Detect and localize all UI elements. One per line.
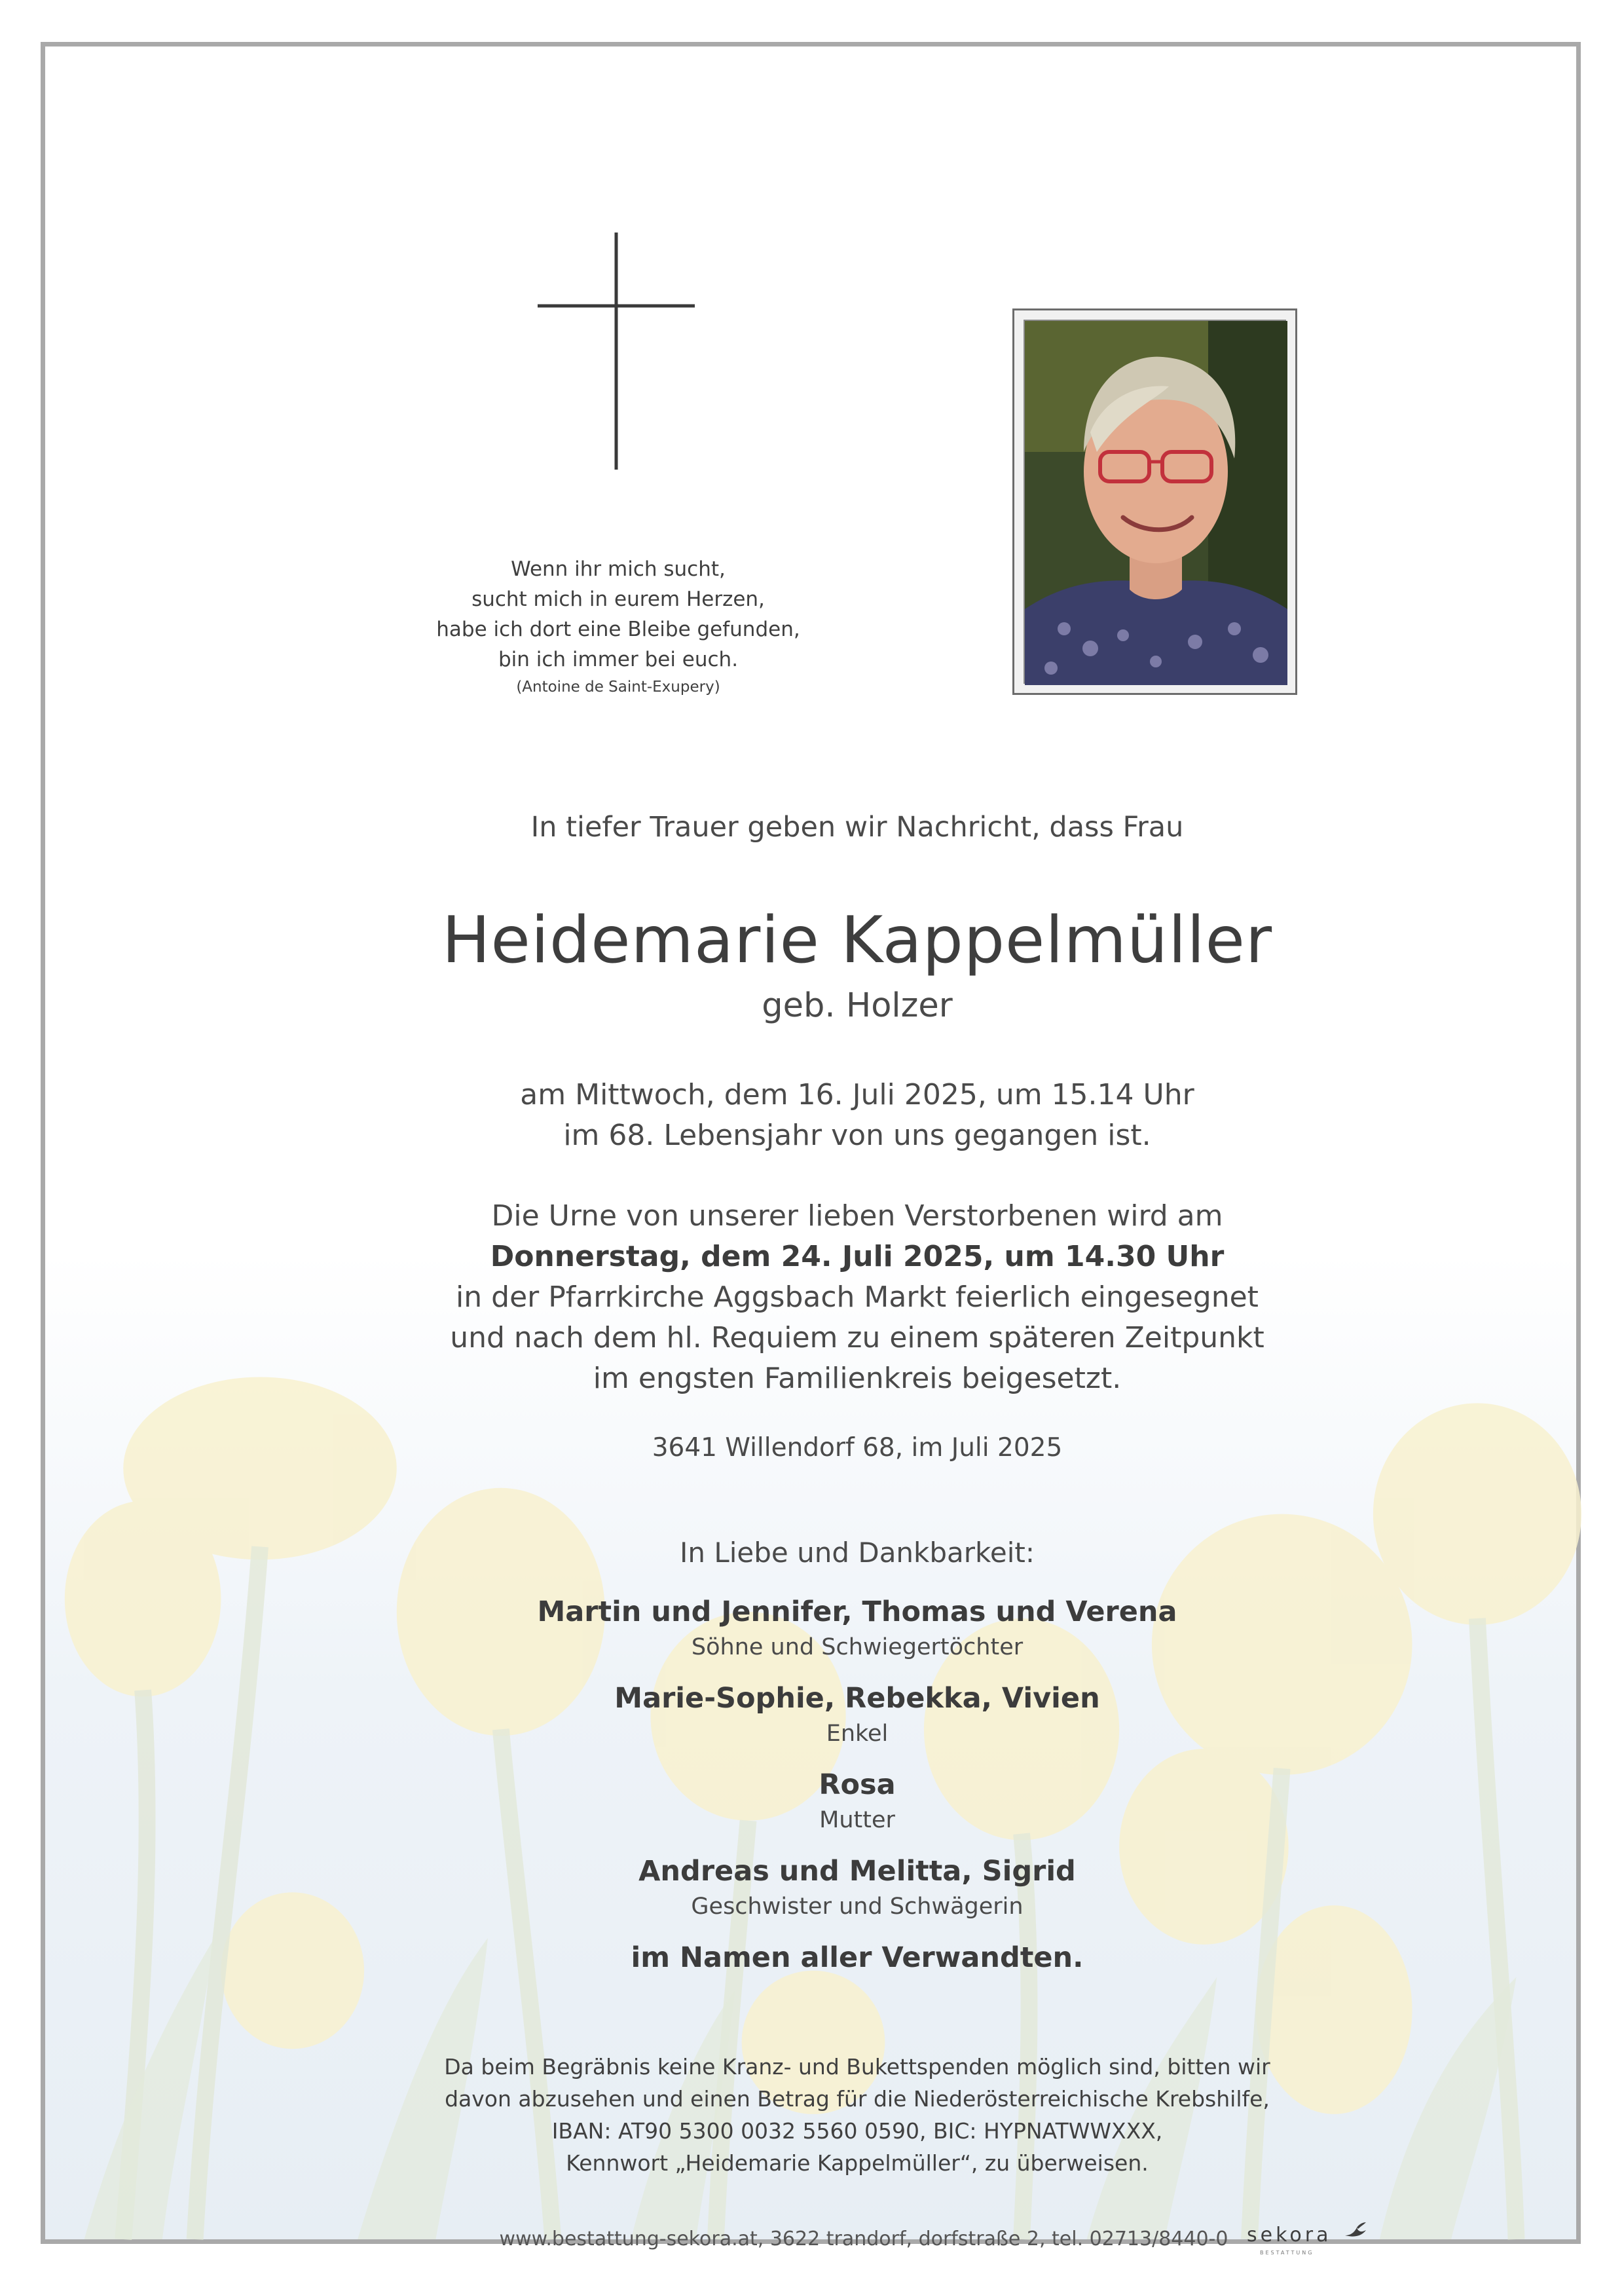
funeral-line: und nach dem hl. Requiem zu einem späteren Zeitpunkt [450,1321,1264,1354]
funeral-line: im engsten Familienkreis beigesetzt. [593,1362,1122,1395]
all-relatives: im Namen aller Verwandten. [631,1941,1084,1974]
family-relation: Söhne und Schwiegertöchter [691,1634,1024,1660]
quote-line: bin ich immer bei euch. [498,648,739,671]
thanks-heading: In Liebe und Dankbarkeit: [679,1537,1035,1569]
family-names: Marie-Sophie, Rebekka, Vivien [614,1682,1100,1715]
family-group [202,1592,1512,1663]
portrait-image [1025,321,1287,685]
donation-notice [333,2051,1381,2179]
family-group [202,1852,1512,1922]
family-group [202,1765,1512,1836]
donation-line: IBAN: AT90 5300 0032 5560 0590, BIC: HYPNATWWXXX, [551,2118,1163,2144]
funeral-line: in der Pfarrkirche Aggsbach Markt feierlich eingesegnet [456,1280,1259,1314]
memorial-quote [412,554,824,700]
death-notice-line: am Mittwoch, dem 16. Juli 2025, um 15.14 Uhr [520,1078,1194,1111]
funeral-date: Donnerstag, dem 24. Juli 2025, um 14.30 Uhr [490,1240,1225,1273]
death-notice-line: im 68. Lebensjahr von uns gegangen ist. [563,1119,1151,1152]
family-relation: Geschwister und Schwägerin [691,1894,1024,1920]
parte-frame [41,42,1581,2256]
portrait-frame [1012,308,1297,695]
logo-subtitle: BESTATTUNG [1260,2250,1314,2256]
footer-contact: www.bestattung-sekora.at, 3622 trandorf, dorfstraße 2, tel. 02713/8440-0 [499,2228,1228,2250]
family-names: Rosa [819,1768,896,1801]
quote-author: (Antoine de Saint-Exupery) [516,679,720,696]
maiden-name: geb. Holzer [762,986,953,1025]
place-date: 3641 Willendorf 68, im Juli 2025 [652,1433,1063,1463]
quote-line: sucht mich in eurem Herzen, [471,588,765,611]
funeral-line: Die Urne von unserer lieben Verstorbenen wird am [491,1199,1223,1233]
intro-text: In tiefer Trauer geben wir Nachricht, dass Frau [530,811,1184,844]
quote-line: Wenn ihr mich sucht, [511,557,726,581]
portrait-photo [1024,320,1286,684]
family-names: Martin und Jennifer, Thomas und Verena [537,1595,1177,1628]
deceased-name: Heidemarie Kappelmüller [441,903,1273,978]
funeral-details [202,1196,1512,1399]
family-names: Andreas und Melitta, Sigrid [638,1855,1076,1888]
sekora-logo [1247,2220,1365,2262]
bird-icon [1344,2221,1367,2241]
family-relation: Mutter [819,1807,895,1833]
quote-line: habe ich dort eine Bleibe gefunden, [436,618,800,641]
donation-line: Da beim Begräbnis keine Kranz- und Bukettspenden möglich sind, bitten wir [444,2054,1270,2080]
family-group [202,1679,1512,1749]
death-notice [202,1075,1512,1156]
cross-icon [538,233,695,470]
donation-line: davon abzusehen und einen Betrag für die Niederösterreichische Krebshilfe, [445,2086,1270,2112]
donation-line: Kennwort „Heidemarie Kappelmüller“, zu überweisen. [566,2150,1149,2176]
logo-word: sekora [1247,2224,1332,2247]
family-list [202,1592,1512,1977]
family-relation: Enkel [826,1721,889,1747]
